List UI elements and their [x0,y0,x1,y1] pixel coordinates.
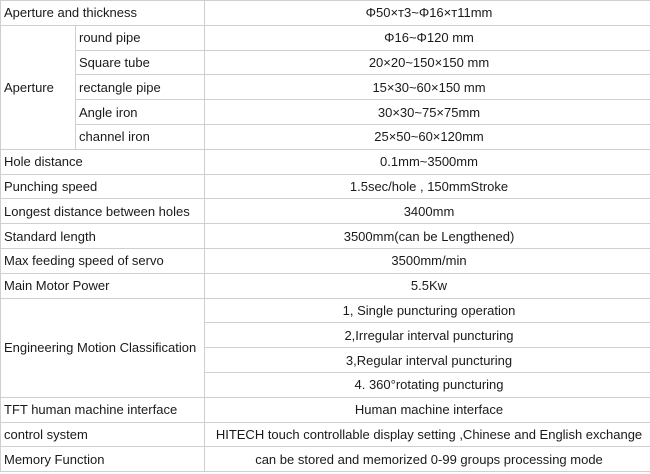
label-punching-speed: Punching speed [1,174,205,199]
value-longest-distance: 3400mm [205,199,650,224]
label-angle-iron: Angle iron [76,100,205,125]
value-motion-3: 3,Regular interval puncturing [205,348,650,373]
value-aperture-thickness: Φ50×т3~Φ16×т11mm [205,1,650,26]
label-hole-distance: Hole distance [1,149,205,174]
table-row [1,124,650,149]
value-max-feeding-speed: 3500mm/min [205,248,650,273]
label-square-tube: Square tube [76,50,205,75]
value-rectangle-pipe: 15×30~60×150 mm [205,75,650,100]
label-round-pipe: round pipe [76,25,205,50]
value-round-pipe: Φ16~Φ120 mm [205,25,650,50]
value-motion-1: 1, Single puncturing operation [205,298,650,323]
value-motion-4: 4. 360°rotating puncturing [205,372,650,397]
label-main-motor-power: Main Motor Power [1,273,205,298]
label-engineering-motion: Engineering Motion Classification [1,298,205,397]
label-memory-function: Memory Function [1,447,205,472]
value-hole-distance: 0.1mm~3500mm [205,149,650,174]
table-row [1,298,650,323]
table-row [1,397,650,422]
value-standard-length: 3500mm(can be Lengthened) [205,224,650,249]
table-row [1,174,650,199]
table-row [1,447,650,472]
value-angle-iron: 30×30~75×75mm [205,100,650,125]
value-channel-iron: 25×50~60×120mm [205,124,650,149]
value-punching-speed: 1.5sec/hole , 150mmStroke [205,174,650,199]
value-motion-2: 2,Irregular interval puncturing [205,323,650,348]
table-row [1,199,650,224]
label-control-system: control system [1,422,205,447]
value-tft-interface: Human machine interface [205,397,650,422]
table-row [1,50,650,75]
value-main-motor-power: 5.5Kw [205,273,650,298]
table-row [1,273,650,298]
table-row [1,422,650,447]
label-tft-interface: TFT human machine interface [1,397,205,422]
table-row [1,25,650,50]
label-aperture-thickness: Aperture and thickness [1,1,205,26]
label-channel-iron: channel iron [76,124,205,149]
table-row [1,100,650,125]
table-row [1,1,650,26]
table-row [1,149,650,174]
value-control-system: HITECH touch controllable display setting ,Chinese and English exchange [205,422,650,447]
label-max-feeding-speed: Max feeding speed of servo [1,248,205,273]
table-row [1,75,650,100]
label-longest-distance: Longest distance between holes [1,199,205,224]
table-row [1,248,650,273]
label-rectangle-pipe: rectangle pipe [76,75,205,100]
value-square-tube: 20×20~150×150 mm [205,50,650,75]
label-aperture: Aperture [1,25,76,149]
label-standard-length: Standard length [1,224,205,249]
table-row [1,224,650,249]
value-memory-function: can be stored and memorized 0-99 groups processing mode [205,447,650,472]
